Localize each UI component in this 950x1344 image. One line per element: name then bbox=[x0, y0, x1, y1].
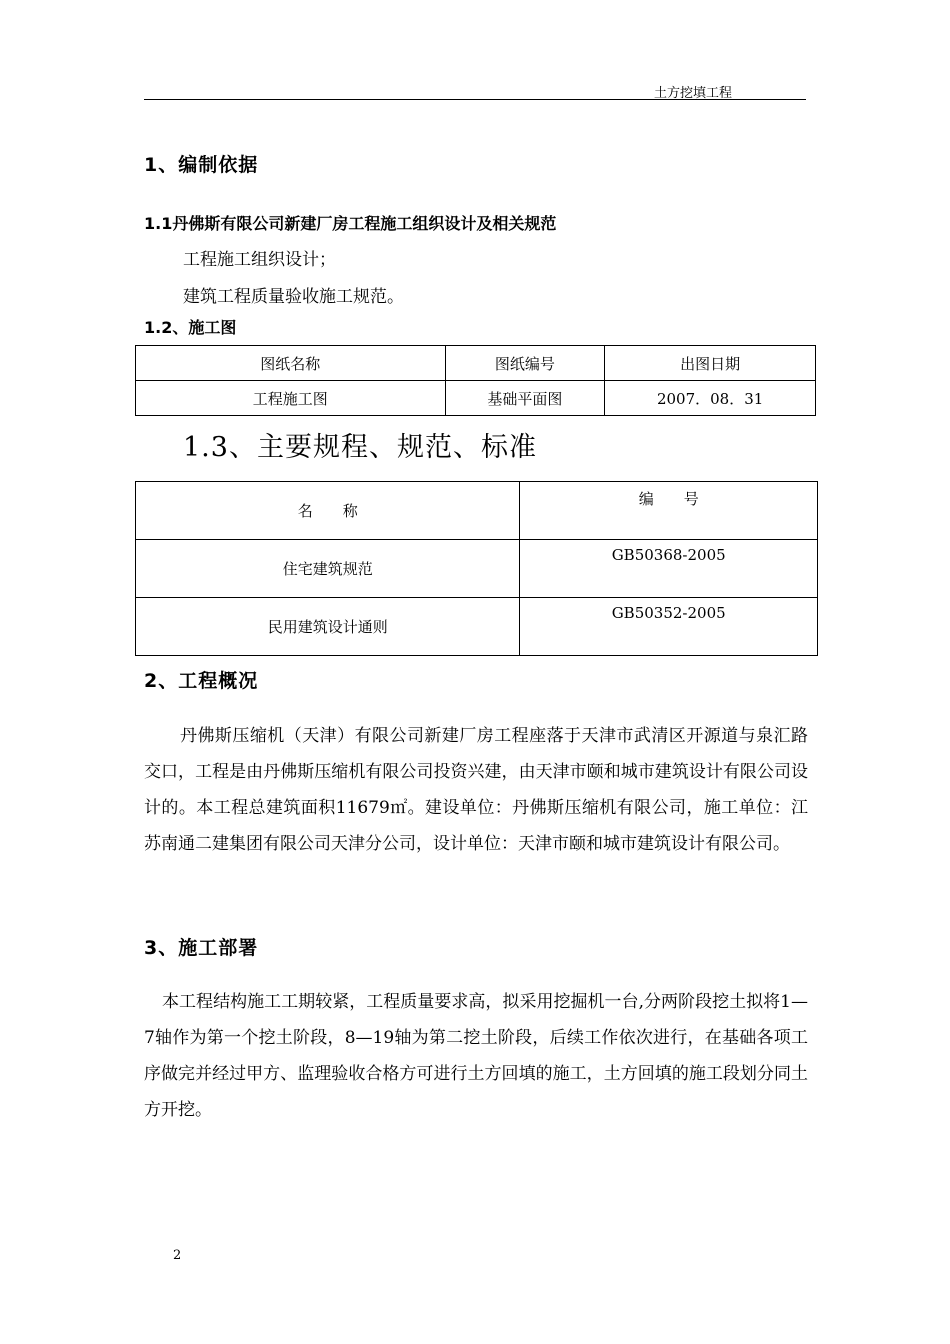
basis-item-2: 建筑工程质量验收施工规范。 bbox=[183, 287, 404, 307]
table-row bbox=[136, 598, 818, 656]
table-cell: 基础平面图 bbox=[445, 381, 605, 416]
table-cell: GB50368-2005 bbox=[520, 540, 818, 598]
table-header-row bbox=[136, 346, 816, 381]
table-header-cell: 图纸名称 bbox=[136, 346, 446, 381]
table-cell: GB50352-2005 bbox=[520, 598, 818, 656]
section2-paragraph: 丹佛斯压缩机（天津）有限公司新建厂房工程座落于天津市武清区开源道与泉汇路交口，工程是由丹佛斯压缩机有限公司投资兴建，由天津市颐和城市建筑设计有限公司设计的。本工程总建筑面积11679㎡。建设单位：丹佛斯压缩机有限公司，施工单位：江苏南通二建集团有限公司天津分公司，设计单位：天津市颐和城市建筑设计有限公司。 bbox=[144, 726, 808, 854]
table-header-cell: 出图日期 bbox=[605, 346, 816, 381]
table-cell: 民用建筑设计通则 bbox=[136, 598, 520, 656]
standards-table bbox=[135, 481, 818, 656]
drawings-table bbox=[135, 345, 816, 416]
table-row bbox=[136, 381, 816, 416]
table-header-cell: 编 号 bbox=[520, 482, 818, 540]
page-number: 2 bbox=[173, 1248, 182, 1263]
table-cell: 工程施工图 bbox=[136, 381, 446, 416]
section2-heading: 2、工程概况 bbox=[144, 670, 259, 692]
table-cell: 2007．08．31 bbox=[605, 381, 816, 416]
section3-heading: 3、施工部署 bbox=[144, 937, 259, 959]
section1-heading: 1、编制依据 bbox=[144, 154, 259, 176]
section1-1-heading: 1.1丹佛斯有限公司新建厂房工程施工组织设计及相关规范 bbox=[144, 214, 557, 233]
table-header-cell: 名 称 bbox=[136, 482, 520, 540]
table-cell: 住宅建筑规范 bbox=[136, 540, 520, 598]
table-row bbox=[136, 540, 818, 598]
basis-item-1: 工程施工组织设计； bbox=[183, 250, 336, 270]
header-rule bbox=[144, 99, 806, 100]
table-header-cell: 图纸编号 bbox=[445, 346, 605, 381]
header-title: 土方挖填工程 bbox=[654, 86, 733, 101]
section3-paragraph: 本工程结构施工工期较紧，工程质量要求高，拟采用挖掘机一台,分两阶段挖土拟将1—7轴作为第一个挖土阶段，8—19轴为第二挖土阶段，后续工作依次进行，在基础各项工序做完并经过甲方、监理验收合格方可进行土方回填的施工，土方回填的施工段划分同土方开挖。 bbox=[144, 992, 808, 1120]
section1-2-heading: 1.2、施工图 bbox=[144, 318, 237, 337]
section1-3-heading: 1.3、主要规程、规范、标准 bbox=[183, 432, 537, 463]
table-header-row bbox=[136, 482, 818, 540]
